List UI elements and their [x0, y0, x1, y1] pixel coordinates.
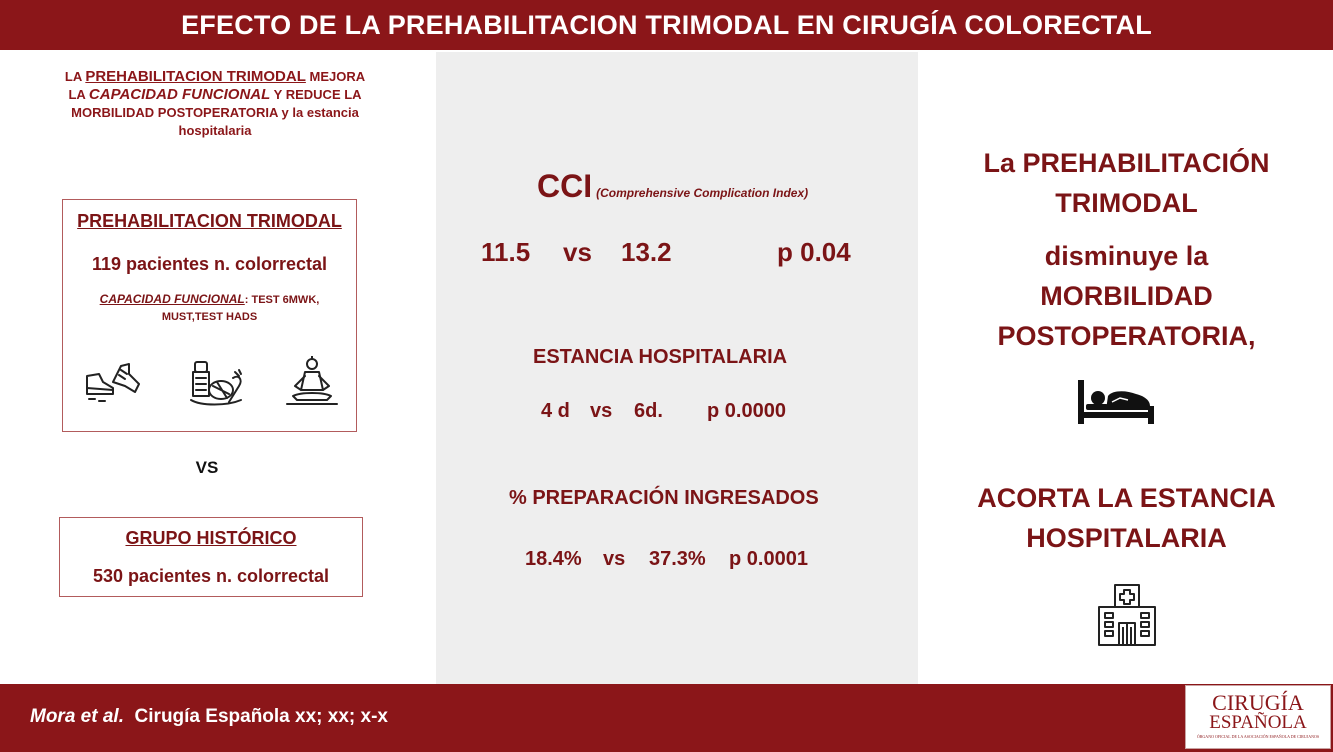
conclusion-line: MORBILIDAD — [1040, 281, 1213, 311]
conclusion-heading — [920, 143, 1333, 223]
logo-line2: ESPAÑOLA — [1209, 712, 1307, 733]
estancia-value-a: 4 d — [541, 400, 570, 422]
conclusion-line: disminuye la — [1044, 241, 1209, 271]
walking-shoes-icon — [83, 356, 143, 404]
intro-part: Y REDUCE LA — [270, 87, 362, 102]
citation — [30, 706, 388, 728]
trimodal-patient-count: 119 pacientes n. colorrectal — [91, 254, 328, 274]
hospital-bed-icon — [1076, 378, 1156, 426]
intro-highlight-capacidad: CAPACIDAD FUNCIONAL — [88, 86, 271, 103]
citation-authors: Mora et al. — [30, 706, 124, 727]
estancia-vs: vs — [590, 400, 613, 422]
cap-label: CAPACIDAD FUNCIONAL — [99, 292, 245, 306]
header-bar — [0, 0, 1333, 50]
conclusion-line: TRIMODAL — [1055, 188, 1198, 218]
preparacion-p-value: p 0.0001 — [729, 548, 808, 570]
journal-logo — [1185, 685, 1331, 749]
cap-tests: : TEST 6MWK, — [244, 294, 320, 306]
cci-value-b: 13.2 — [621, 237, 672, 267]
hospital-building-icon — [1095, 583, 1159, 647]
intro-text — [40, 68, 390, 140]
conclusion-line: ACORTA LA ESTANCIA — [977, 483, 1276, 513]
cci-heading — [537, 168, 808, 205]
page-title: EFECTO DE LA PREHABILITACION TRIMODAL EN CIRUGÍA COLORECTAL — [181, 9, 1152, 40]
intro-highlight-prehab: PREHABILITACION TRIMODAL — [85, 68, 306, 85]
preparacion-vs: vs — [603, 548, 626, 570]
cci-p-value: p 0.04 — [777, 237, 851, 267]
cci-vs: vs — [563, 237, 592, 267]
estancia-p-value: p 0.0000 — [707, 400, 786, 422]
historic-patient-count: 530 pacientes n. colorrectal — [92, 566, 330, 586]
intro-line: MORBILIDAD POSTOPERATORIA y la estancia — [71, 105, 359, 120]
cap-tests-line2: MUST,TEST HADS — [161, 311, 258, 323]
intro-line: hospitalaria — [178, 123, 252, 138]
conclusion-line: HOSPITALARIA — [1026, 523, 1227, 553]
meditation-icon — [283, 356, 341, 410]
historic-box-title: GRUPO HISTÓRICO — [125, 528, 297, 548]
historic-group-box — [59, 517, 363, 597]
intro-part: MEJORA — [305, 69, 366, 84]
preparacion-value-b: 37.3% — [649, 548, 706, 570]
trimodal-box-title: PREHABILITACION TRIMODAL — [77, 211, 342, 231]
food-groceries-icon — [187, 356, 247, 410]
footer-bar — [0, 684, 1333, 752]
versus-label: VS — [195, 458, 219, 477]
citation-journal: Cirugía Española xx; xx; x-x — [134, 706, 388, 727]
functional-capacity-tests — [73, 291, 346, 326]
conclusion-morbidity — [920, 236, 1333, 356]
logo-line3: ÓRGANO OFICIAL DE LA ASOCIACIÓN ESPAÑOLA DE CIRUJANOS — [1196, 734, 1320, 739]
cci-abbr: CCI — [537, 168, 593, 204]
cci-value-a: 11.5 — [481, 237, 531, 267]
intro-part: LA — [68, 87, 89, 102]
trimodal-group-box — [62, 199, 357, 432]
preparacion-heading: % PREPARACIÓN INGRESADOS — [509, 487, 819, 509]
logo-line1: CIRUGÍA — [1212, 690, 1304, 715]
estancia-value-b: 6d. — [634, 400, 663, 422]
estancia-heading: ESTANCIA HOSPITALARIA — [533, 346, 788, 368]
conclusion-line: La PREHABILITACIÓN — [983, 148, 1270, 178]
cci-fullname: (Comprehensive Complication Index) — [596, 186, 809, 200]
intro-part: LA — [64, 69, 86, 84]
preparacion-value-a: 18.4% — [525, 548, 582, 570]
conclusion-stay — [920, 478, 1333, 558]
conclusion-line: POSTOPERATORIA, — [997, 321, 1256, 351]
